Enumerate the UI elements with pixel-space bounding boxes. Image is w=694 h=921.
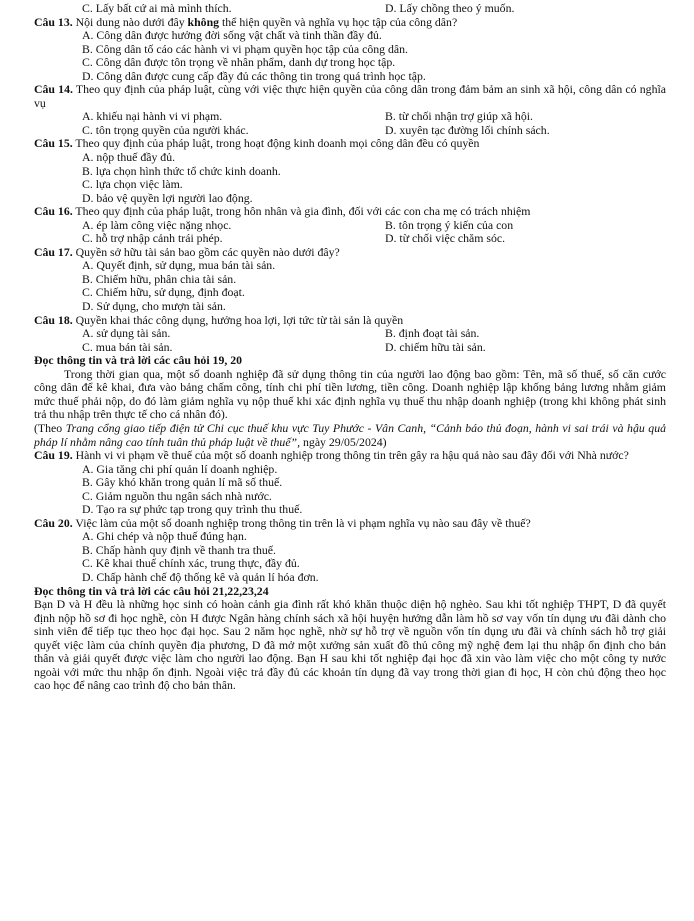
q13-option-b: B. Công dân tố cáo các hành vi vi phạm quyền học tập của công dân. bbox=[82, 41, 408, 56]
q19-label: Câu 19. bbox=[34, 448, 73, 463]
q18-option-b: B. định đoạt tài sản. bbox=[385, 326, 480, 341]
q15-label: Câu 15. bbox=[34, 136, 73, 151]
reading1-body: Trong thời gian qua, một số doanh nghiệp đã sử dụng thông tin của người lao động bao gồm: Tên, mã số thuế, số căn cước công dân để kê khai, đưa vào bảng chấm công, tính chi phí tiền lương, tiền công. Doanh nghiệp lập khống bảng lương nhằm giảm mức thuế phải nộp, do đó làm giảm nghĩa vụ nộp thuế khi xác định nghĩa vụ thuế thu nhập doanh nghiệp (trong khi không phát sinh trả thu nhập trên thực tế cho cá nhân đó). bbox=[34, 366, 666, 422]
q19-option-a: A. Gia tăng chi phí quản lí doanh nghiệp. bbox=[82, 461, 278, 476]
reading1-source-title: Trang cổng giao tiếp điện tử Chi cục thuế khu vực Tuy Phước - Vân Canh, “Cảnh báo thủ đoạn, hành vi sai trái và hậu quả pháp lí nhằm nâng cao tính tuân thủ pháp luật về thuế”, bbox=[34, 420, 666, 449]
q20-label: Câu 20. bbox=[34, 515, 73, 530]
q19-option-b: B. Gây khó khăn trong quản lí mã số thuế. bbox=[82, 475, 283, 490]
q12-option-d: D. Lấy chồng theo ý muốn. bbox=[385, 1, 515, 15]
q15-option-a: A. nộp thuế đầy đủ. bbox=[82, 150, 176, 165]
q13-stem-bold: không bbox=[187, 14, 220, 29]
q12-options-cd bbox=[34, 2, 666, 16]
reading1-source-date: ngày 29/05/2024) bbox=[300, 434, 387, 449]
q14-option-a: A. khiếu nại hành vi vi phạm. bbox=[82, 109, 223, 124]
q15-stem bbox=[34, 137, 666, 151]
q14-stem bbox=[34, 83, 666, 110]
q17-option-a: A. Quyết định, sử dụng, mua bán tài sản. bbox=[82, 258, 276, 273]
reading1-source bbox=[34, 422, 666, 449]
q19-option-c: C. Giảm nguồn thu ngân sách nhà nước. bbox=[82, 488, 272, 503]
q13-option-c: C. Công dân được tôn trọng về nhân phẩm, danh dự trong học tập. bbox=[82, 55, 396, 70]
q16-label: Câu 16. bbox=[34, 204, 73, 219]
q20-option-d: D. Chấp hành chế độ thống kê và quản lí hóa đơn. bbox=[82, 569, 319, 584]
reading1-heading: Đọc thông tin và trả lời các câu hỏi 19, 20 bbox=[34, 353, 243, 368]
q17-label: Câu 17. bbox=[34, 244, 73, 259]
q15-stem-text: Theo quy định của pháp luật, trong hoạt động kinh doanh mọi công dân đều có quyền bbox=[72, 136, 480, 151]
q15-option-b: B. lựa chọn hình thức tổ chức kinh doanh. bbox=[82, 163, 281, 178]
reading1-source-prefix: (Theo bbox=[34, 420, 66, 435]
q18-stem bbox=[34, 314, 666, 328]
q19-option-d: D. Tạo ra sự phức tạp trong quy trình thu thuế. bbox=[82, 502, 303, 517]
q15-option-c: C. lựa chọn việc làm. bbox=[82, 177, 183, 192]
q13-option-d: D. Công dân được cung cấp đầy đủ các thông tin trong quá trình học tập. bbox=[82, 68, 426, 83]
q13-label: Câu 13. bbox=[34, 14, 73, 29]
q20-stem bbox=[34, 517, 666, 531]
q15-option-d: D. bảo vệ quyền lợi người lao động. bbox=[82, 190, 253, 205]
q14-option-c: C. tôn trọng quyền của người khác. bbox=[82, 122, 249, 137]
q14-label: Câu 14. bbox=[34, 82, 73, 97]
q13-stem-a: Nội dung nào dưới đây bbox=[72, 14, 188, 29]
q18-options-ab bbox=[34, 327, 666, 341]
q13-option-a: A. Công dân được hưởng đời sống vật chất và tinh thần đầy đủ. bbox=[82, 28, 382, 43]
q16-options-cd bbox=[34, 232, 666, 246]
q16-stem-text: Theo quy định của pháp luật, trong hôn nhân và gia đình, đối với các con cha mẹ có trách nhiệm bbox=[72, 204, 531, 219]
q18-label: Câu 18. bbox=[34, 312, 73, 327]
reading2-heading: Đọc thông tin và trả lời các câu hỏi 21,22,23,24 bbox=[34, 583, 269, 598]
q20-stem-text: Việc làm của một số doanh nghiệp trong thông tin trên là vi phạm nghĩa vụ nào sau đây về thuế? bbox=[72, 515, 531, 530]
q18-options-cd bbox=[34, 341, 666, 355]
q14-options-cd bbox=[34, 124, 666, 138]
q20-option-a: A. Ghi chép và nộp thuế đúng hạn. bbox=[82, 529, 247, 544]
q16-options-ab bbox=[34, 219, 666, 233]
q19-stem bbox=[34, 449, 666, 463]
q16-stem bbox=[34, 205, 666, 219]
q13-stem bbox=[34, 16, 666, 30]
q14-options-ab bbox=[34, 110, 666, 124]
q16-option-c: C. hỗ trợ nhập cảnh trái phép. bbox=[82, 231, 223, 246]
q18-option-d: D. chiếm hữu tài sản. bbox=[385, 339, 486, 354]
q14-stem-text: Theo quy định của pháp luật, cùng với việc thực hiện quyền của công dân trong đảm bảm an sinh xã hội, công dân có nghĩa vụ bbox=[34, 82, 666, 110]
q12-option-c: C. Lấy bất cứ ai mà mình thích. bbox=[82, 1, 232, 15]
q13-stem-b: thể hiện quyền và nghĩa vụ học tập của công dân? bbox=[219, 14, 458, 29]
q16-option-a: A. ép làm công việc nặng nhọc. bbox=[82, 217, 232, 232]
q16-option-b: B. tôn trọng ý kiến của con bbox=[385, 217, 514, 232]
q20-option-b: B. Chấp hành quy định về thanh tra thuế. bbox=[82, 542, 276, 557]
reading2-body: Bạn D và H đều là những học sinh có hoàn cảnh gia đình rất khó khăn thuộc diện hộ nghèo. Sau khi tốt nghiệp THPT, D đã quyết định nộp hồ sơ đi học nghề, còn H được Ngân hàng chính sách xã hội huyện hướng dẫn làm hồ sơ vay vốn tín dụng ưu đãi dành cho sinh viên để tiếp tục theo học đại học. Sau 2 năm học nghề, nhờ sự hỗ trợ về nguồn vốn tín dụng ưu đãi và chính sách hỗ trợ giải quyết việc làm của chính quyền địa phương, D đã mở một xưởng sản xuất đồ thủ công mỹ nghệ đem lại thu nhập ổn định cho bản thân và giải quyết được việc làm cho người lao động. Bạn H sau khi tốt nghiệp đại học đã xin vào làm việc cho một công ty nước ngoài với mức thu nhập ổn định. Ngoài việc trả đầy đủ các khoản tín dụng đã vay trong thời gian đi học, H còn chủ động theo học cao học để nâng cao trình độ cho bản thân. bbox=[34, 597, 666, 693]
q16-option-d: D. từ chối việc chăm sóc. bbox=[385, 231, 506, 246]
q17-option-c: C. Chiếm hữu, sử dụng, định đoạt. bbox=[82, 285, 245, 300]
q19-stem-text: Hành vi vi phạm về thuế của một số doanh nghiệp trong thông tin trên gây ra hậu quả nào sau đây đối với Nhà nước? bbox=[72, 448, 629, 463]
q18-stem-text: Quyền khai thác công dụng, hưởng hoa lợi, lợi tức từ tài sản là quyền bbox=[72, 312, 404, 327]
q14-option-d: D. xuyên tạc đường lối chính sách. bbox=[385, 122, 550, 137]
q18-option-a: A. sử dụng tài sản. bbox=[82, 326, 171, 341]
q18-option-c: C. mua bán tài sản. bbox=[82, 339, 173, 354]
q17-stem-text: Quyền sở hữu tài sản bao gồm các quyền nào dưới đây? bbox=[72, 244, 340, 259]
q20-option-c: C. Kê khai thuế chính xác, trung thực, đầy đủ. bbox=[82, 556, 300, 571]
q17-stem bbox=[34, 246, 666, 260]
q14-option-b: B. từ chối nhận trợ giúp xã hội. bbox=[385, 109, 533, 124]
q17-option-d: D. Sử dụng, cho mượn tài sản. bbox=[82, 299, 226, 314]
q17-option-b: B. Chiếm hữu, phân chia tài sản. bbox=[82, 271, 237, 286]
